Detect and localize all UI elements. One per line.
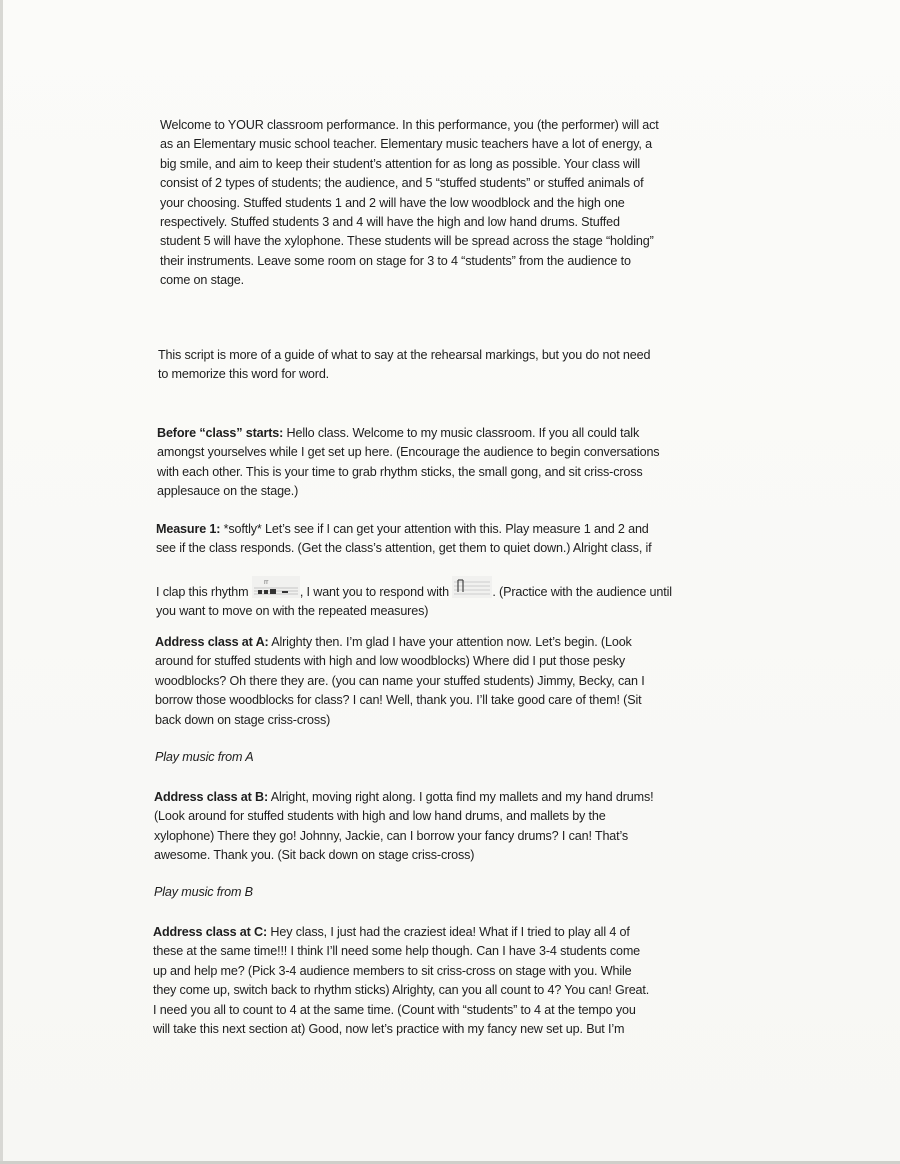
- clap-rhythm-text: I clap this rhythm: [156, 584, 249, 599]
- measure-1-line: see if the class responds. (Get the class’s attention, get them to quiet down.) Alright class, if: [156, 541, 652, 556]
- before-class-paragraph: [157, 424, 659, 502]
- script-note-line: to memorize this word for word.: [158, 367, 330, 382]
- intro-line: their instruments. Leave some room on stage for 3 to 4 “students” from the audience to: [160, 253, 631, 268]
- response-rhythm-notation-icon: [452, 576, 492, 598]
- clap-rhythm-notation-icon: [252, 576, 300, 598]
- svg-text:rr: rr: [263, 578, 269, 586]
- intro-line: respectively. Stuffed students 3 and 4 will have the high and low hand drums. Stuffed: [160, 215, 620, 230]
- measure-1-paragraph: [156, 520, 672, 622]
- intro-line: come on stage.: [160, 273, 245, 288]
- class-b-first-line: [154, 788, 653, 807]
- class-b-line: (Look around for stuffed students with high and low hand drums, and mallets by the: [154, 809, 606, 824]
- measure-1-rhythm-line: [156, 576, 672, 602]
- class-c-line: will take this next section at) Good, now let’s practice with my fancy new set up. But I’m: [153, 1022, 625, 1037]
- class-c-line: up and help me? (Pick 3-4 audience members to sit criss-cross on stage with you. While: [153, 963, 632, 978]
- play-a-instruction: Play music from A: [155, 750, 254, 764]
- class-c-line: they come up, switch back to rhythm sticks) Alrighty, can you all count to 4? You can! Great.: [153, 983, 650, 998]
- respond-text: , I want you to respond with: [299, 584, 449, 599]
- measure-1-text: *softly* Let’s see if I can get your attention with this. Play measure 1 and 2 and: [220, 522, 649, 536]
- intro-line: Welcome to YOUR classroom performance. In this performance, you (the performer) will act: [160, 118, 659, 132]
- class-a-paragraph: [155, 633, 645, 730]
- intro-line: big smile, and aim to keep their student’s attention for as long as possible. Your class will: [160, 156, 641, 171]
- intro-line: as an Elementary music school teacher. Elementary music teachers have a lot of energy, a: [160, 137, 652, 152]
- class-a-first-line: [155, 633, 645, 652]
- measure-1-label: Measure 1:: [156, 522, 221, 536]
- script-note-line: This script is more of a guide of what to say at the rehearsal markings, but you do not need: [158, 348, 651, 362]
- before-class-first-line: [157, 424, 659, 443]
- class-b-line: xylophone) There they go! Johnny, Jackie, can I borrow your fancy drums? I can! That’s: [154, 828, 629, 843]
- measure-1-line: you want to move on with the repeated measures): [156, 604, 429, 619]
- intro-paragraph: [160, 116, 659, 291]
- play-b-instruction: Play music from B: [154, 885, 253, 899]
- class-a-text: Alrighty then. I’m glad I have your attention now. Let’s begin. (Look: [268, 635, 632, 649]
- script-note-paragraph: [158, 346, 650, 385]
- practice-text: . (Practice with the audience until: [492, 584, 672, 599]
- class-a-line: woodblocks? Oh there they are. (you can name your stuffed students) Jimmy, Becky, can I: [155, 673, 645, 688]
- class-c-label: Address class at C:: [153, 925, 268, 939]
- class-c-first-line: [153, 923, 649, 942]
- before-class-line: amongst yourselves while I get set up here. (Encourage the audience to begin conversations: [157, 445, 660, 460]
- class-c-line: these at the same time!!! I think I’ll need some help though. Can I have 3-4 students come: [153, 944, 641, 959]
- class-c-line: I need you all to count to 4 at the same time. (Count with “students” to 4 at the tempo you: [153, 1002, 636, 1017]
- before-class-line: applesauce on the stage.): [157, 484, 299, 499]
- before-class-label: Before “class” starts:: [157, 426, 284, 440]
- scan-left-edge: [0, 0, 3, 1164]
- before-class-line: with each other. This is your time to grab rhythm sticks, the small gong, and sit criss-cross: [157, 464, 643, 479]
- class-b-text: Alright, moving right along. I gotta find my mallets and my hand drums!: [268, 790, 654, 804]
- class-c-text: Hey class, I just had the craziest idea! What if I tried to play all 4 of: [267, 925, 630, 939]
- class-b-paragraph: [154, 788, 653, 866]
- class-a-line: around for stuffed students with high and low woodblocks) Where did I put those pesky: [155, 654, 626, 669]
- class-a-line: borrow those woodblocks for class? I can! Well, thank you. I’ll take good care of them! (Sit: [155, 693, 642, 708]
- intro-line: consist of 2 types of students; the audience, and 5 “stuffed students” or stuffed animals of: [160, 176, 644, 191]
- class-a-line: back down on stage criss-cross): [155, 712, 331, 727]
- intro-line: student 5 will have the xylophone. These students will be spread across the stage “holding”: [160, 234, 654, 249]
- class-a-label: Address class at A:: [155, 635, 269, 649]
- measure-1-first-line: [156, 520, 672, 539]
- class-b-label: Address class at B:: [154, 790, 269, 804]
- class-b-line: awesome. Thank you. (Sit back down on stage criss-cross): [154, 848, 475, 863]
- class-c-paragraph: [153, 923, 649, 1039]
- before-class-text: Hello class. Welcome to my music classroom. If you all could talk: [283, 426, 640, 440]
- intro-line: your choosing. Stuffed students 1 and 2 will have the low woodblock and the high one: [160, 195, 625, 210]
